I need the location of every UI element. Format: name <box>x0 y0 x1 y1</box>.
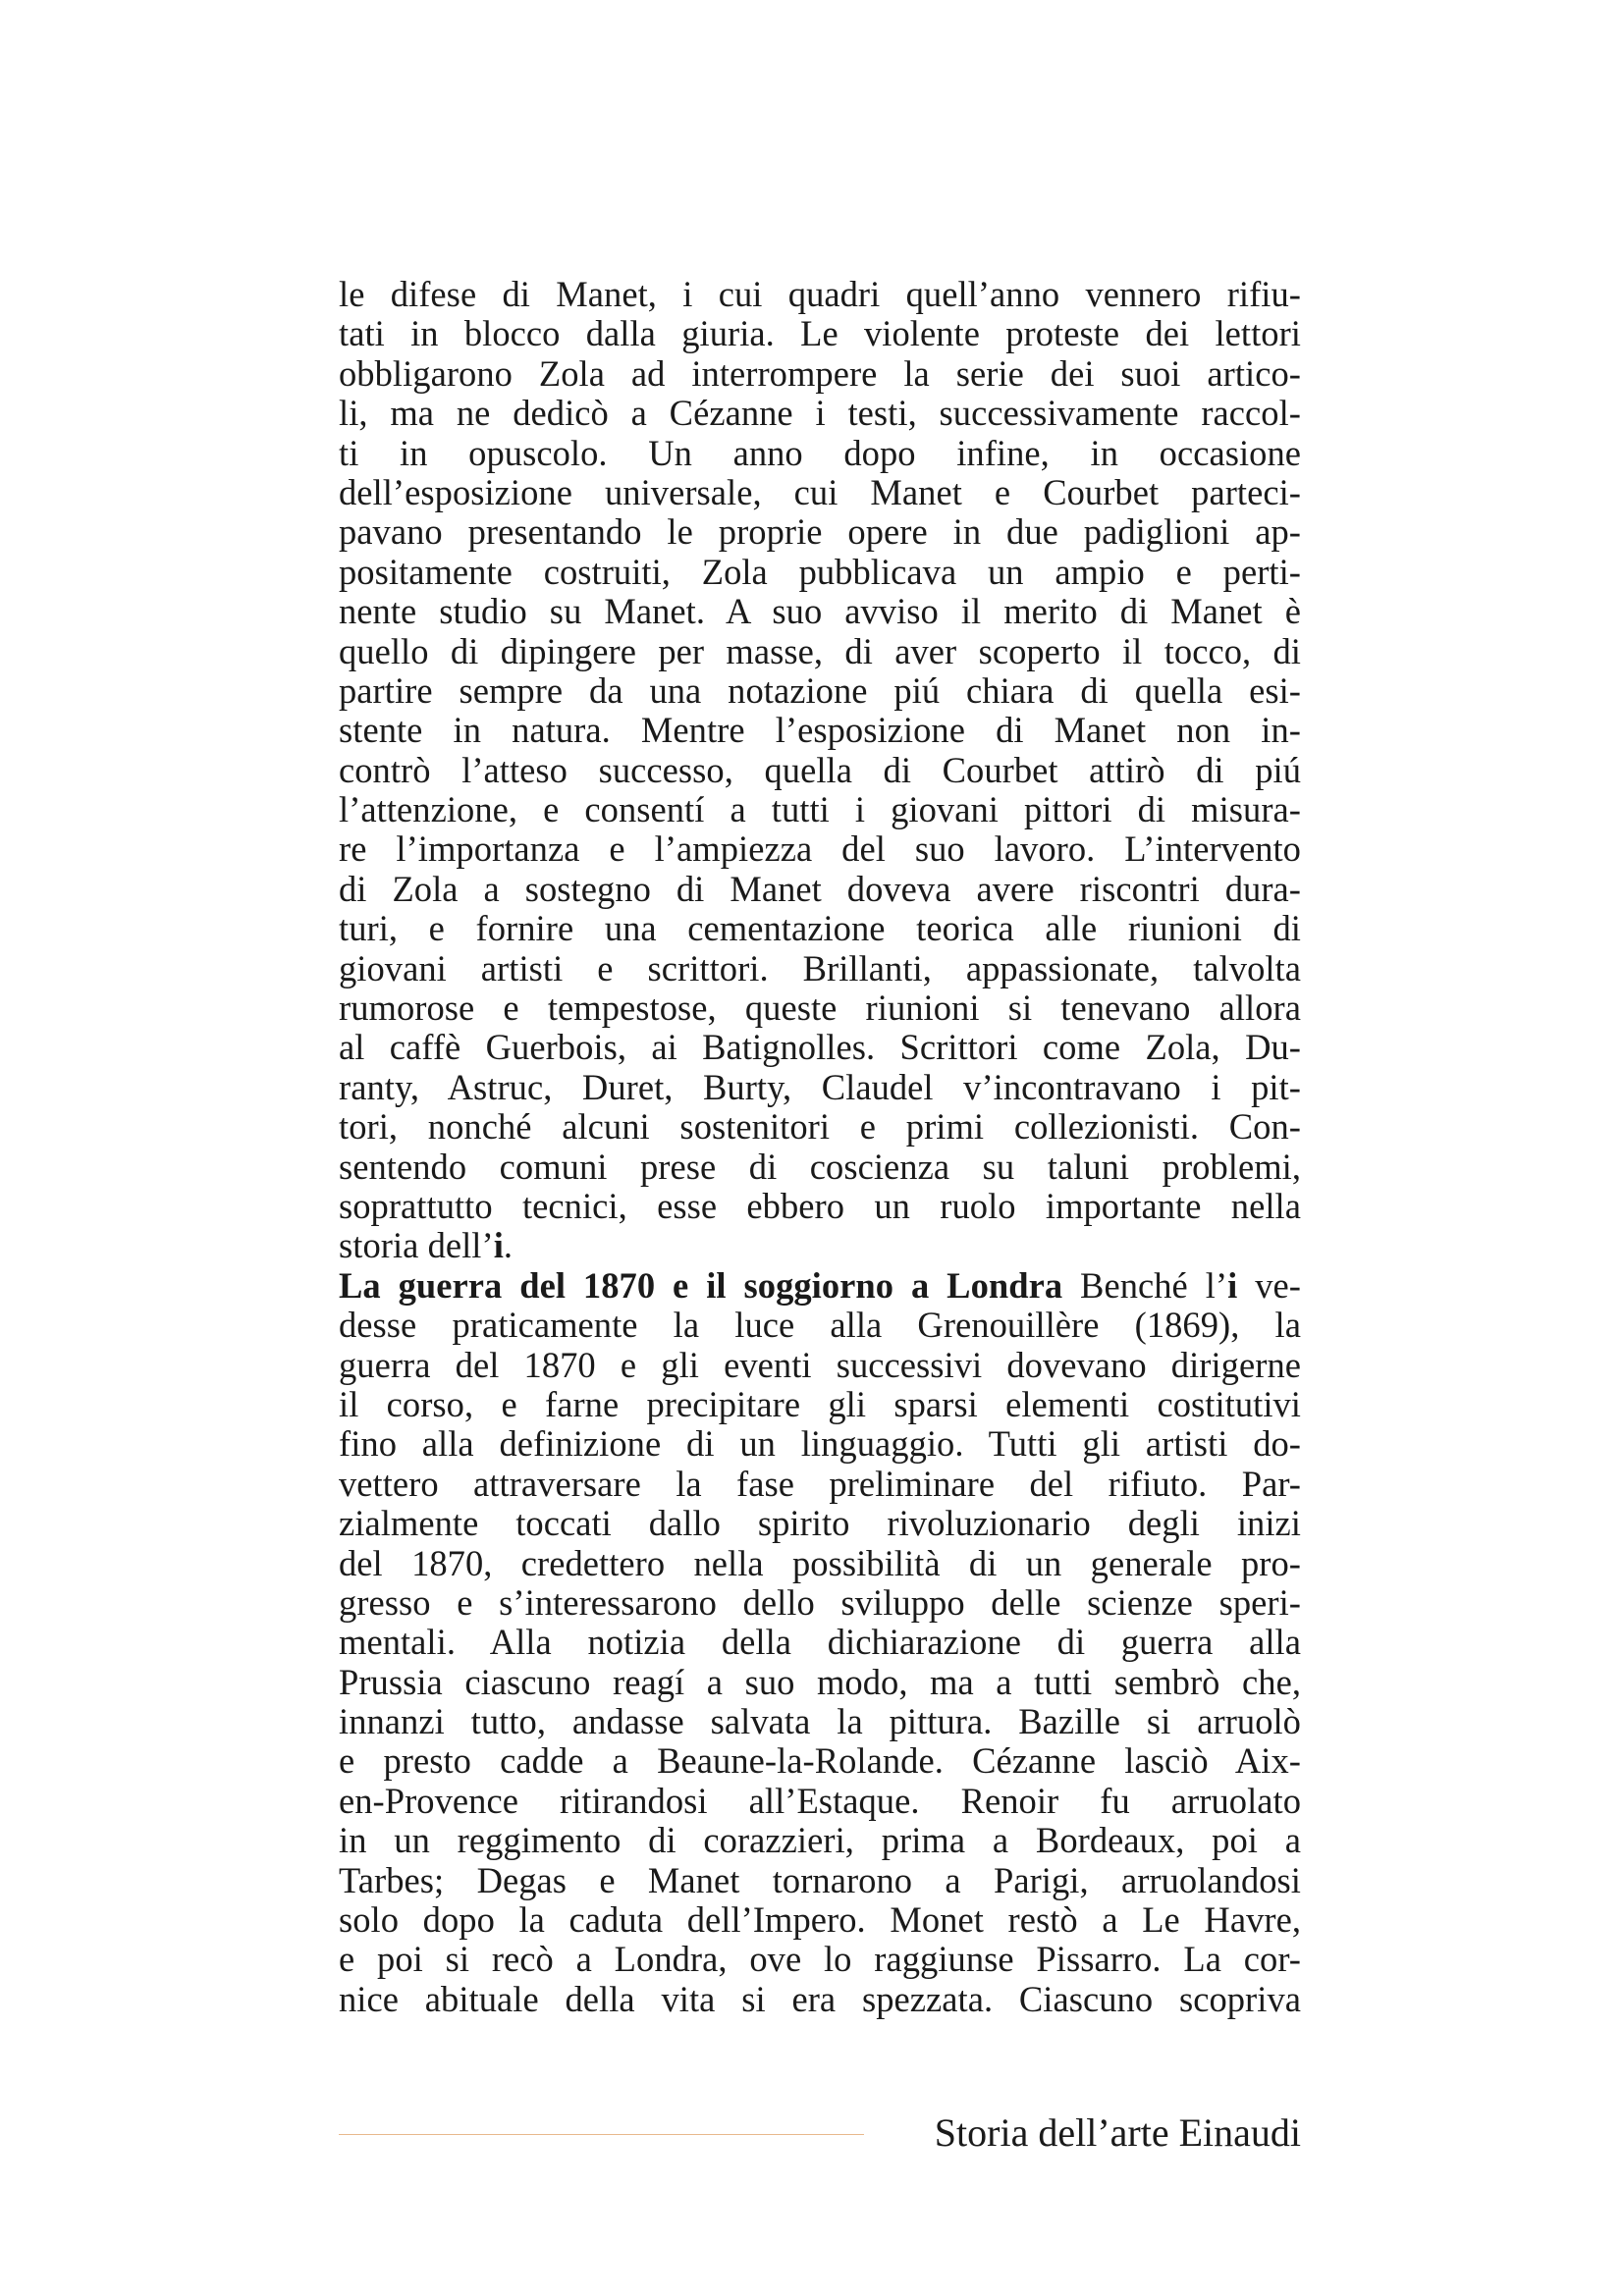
text-line: desse praticamente la luce alla Grenouillère (1869), la <box>339 1305 1301 1346</box>
text-line: turi, e fornire una cementazione teorica alle riunioni di <box>339 908 1301 949</box>
text-line: gresso e s’interessarono dello sviluppo delle scienze speri- <box>339 1581 1301 1623</box>
text-line: Tarbes; Degas e Manet tornarono a Parigi, arruolandosi <box>339 1859 1301 1900</box>
text-line: positamente costruiti, Zola pubblicava un ampio e perti- <box>339 551 1301 592</box>
paragraph-2 <box>339 1306 1301 2019</box>
text-line: soprattutto tecnici, esse ebbero un ruolo importante nella <box>339 1185 1301 1226</box>
paragraph-1-last-line <box>339 1226 1301 1265</box>
text-line: le difese di Manet, i cui quadri quell’anno vennero rifiu- <box>339 274 1301 314</box>
impressionism-abbrev: i <box>493 1225 504 1266</box>
section-heading: La guerra del 1870 e il soggiorno a Londra <box>339 1264 1063 1306</box>
text-line: Prussia ciascuno reagí a suo modo, ma a tutti sembrò che, <box>339 1661 1301 1702</box>
text-line: ti in opuscolo. Un anno dopo infine, in occasione <box>339 432 1301 473</box>
text-line: fino alla definizione di un linguaggio. Tutti gli artisti do- <box>339 1423 1301 1465</box>
heading-after-suffix: ve- <box>1237 1264 1301 1306</box>
paragraph-1-end-punct: . <box>503 1225 514 1266</box>
text-line: pavano presentando le proprie opere in due padiglioni ap- <box>339 511 1301 553</box>
paragraph-1-end-text: storia dell’ <box>339 1225 494 1266</box>
text-line: ranty, Astruc, Duret, Burty, Claudel v’incontravano i pit- <box>339 1066 1301 1107</box>
section-heading-line <box>339 1266 1301 1306</box>
text-line: innanzi tutto, andasse salvata la pittura. Bazille si arruolò <box>339 1701 1301 1742</box>
text-line: tori, nonché alcuni sostenitori e primi collezionisti. Con- <box>339 1106 1301 1148</box>
text-line: giovani artisti e scrittori. Brillanti, appassionate, talvolta <box>339 947 1301 988</box>
paragraph-1 <box>339 275 1301 1226</box>
text-line: sentendo comuni prese di coscienza su taluni problemi, <box>339 1146 1301 1187</box>
footer-title: Storia dell’arte Einaudi <box>934 2110 1301 2155</box>
footer-rule <box>339 2134 864 2135</box>
text-line: rumorose e tempestose, queste riunioni si tenevano allora <box>339 988 1301 1029</box>
text-line: del 1870, credettero nella possibilità di un generale pro- <box>339 1542 1301 1583</box>
text-line: obbligarono Zola ad interrompere la serie dei suoi artico- <box>339 352 1301 394</box>
text-line: vettero attraversare la fase preliminare del rifiuto. Par- <box>339 1463 1301 1504</box>
text-line: zialmente toccati dallo spirito rivoluzionario degli inizi <box>339 1503 1301 1544</box>
impressionism-abbrev: i <box>1227 1264 1238 1306</box>
text-line: dell’esposizione universale, cui Manet e Courbet parteci- <box>339 471 1301 512</box>
text-line: e presto cadde a Beaune-la-Rolande. Cézanne lasciò Aix- <box>339 1740 1301 1782</box>
text-line: in un reggimento di corazzieri, prima a Bordeaux, poi a <box>339 1820 1301 1861</box>
heading-after-text: Benché l’ <box>1062 1264 1228 1306</box>
text-line: nente studio su Manet. A suo avviso il merito di Manet è <box>339 591 1301 632</box>
text-line: mentali. Alla notizia della dichiarazione di guerra alla <box>339 1622 1301 1663</box>
text-line: il corso, e farne precipitare gli sparsi elementi costitutivi <box>339 1383 1301 1424</box>
text-line: e poi si recò a Londra, ove lo raggiunse Pissarro. La cor- <box>339 1939 1301 1980</box>
text-line: stente in natura. Mentre l’esposizione di Manet non in- <box>339 710 1301 751</box>
text-line: li, ma ne dedicò a Cézanne i testi, successivamente raccol- <box>339 393 1301 434</box>
text-line: solo dopo la caduta dell’Impero. Monet restò a Le Havre, <box>339 1899 1301 1941</box>
text-line: guerra del 1870 e gli eventi successivi dovevano dirigerne <box>339 1344 1301 1385</box>
text-line: partire sempre da una notazione piú chiara di quella esi- <box>339 669 1301 711</box>
page-footer <box>339 2109 1301 2158</box>
body-text <box>339 275 1301 2019</box>
text-line: l’attenzione, e consentí a tutti i giovani pittori di misura- <box>339 789 1301 830</box>
text-line: re l’importanza e l’ampiezza del suo lavoro. L’intervento <box>339 828 1301 870</box>
text-line: contrò l’atteso successo, quella di Courbet attirò di piú <box>339 749 1301 790</box>
text-line: tati in blocco dalla giuria. Le violente proteste dei lettori <box>339 313 1301 354</box>
text-line: nice abituale della vita si era spezzata. Ciascuno scopriva <box>339 1978 1301 2019</box>
text-line: di Zola a sostegno di Manet doveva avere riscontri dura- <box>339 868 1301 909</box>
text-line: al caffè Guerbois, ai Batignolles. Scrittori come Zola, Du- <box>339 1027 1301 1068</box>
text-line: quello di dipingere per masse, di aver scoperto il tocco, di <box>339 630 1301 671</box>
text-line: en-Provence ritirandosi all’Estaque. Renoir fu arruolato <box>339 1780 1301 1821</box>
